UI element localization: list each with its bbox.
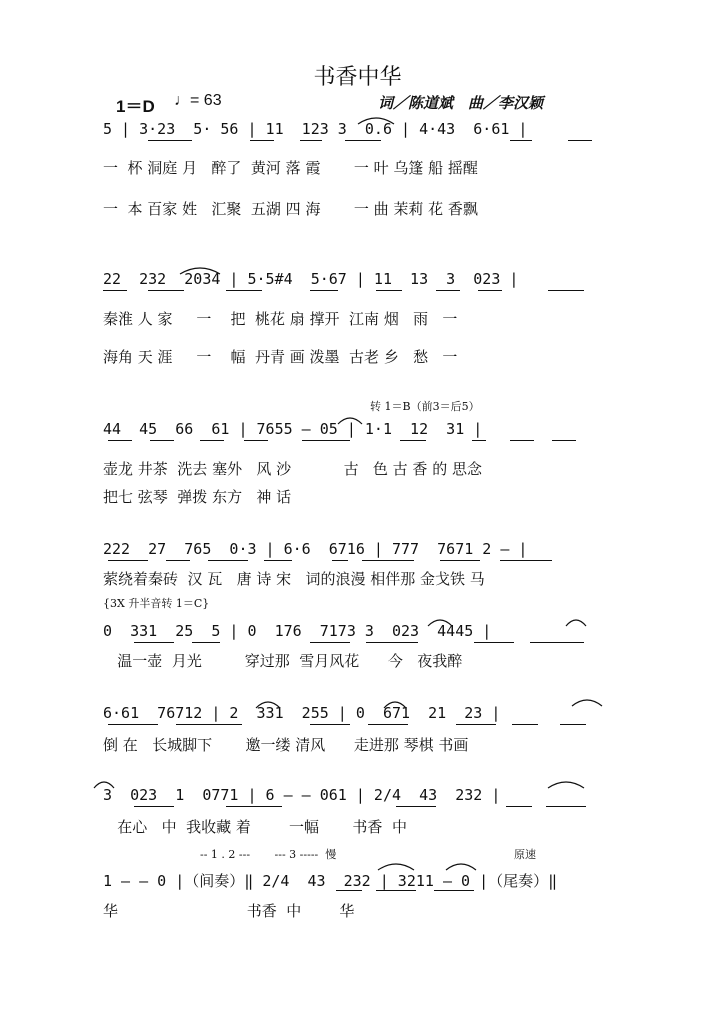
underline bbox=[244, 440, 268, 441]
underline bbox=[512, 724, 538, 725]
underline bbox=[103, 290, 127, 291]
page-title: 书香中华 bbox=[313, 65, 402, 90]
notation-line: 0 331 25 5 | 0 176 7173 3 023 4445 | bbox=[103, 622, 492, 640]
underline bbox=[336, 890, 362, 891]
lyric-line: 温一壶 月光 穿过那 雪月风花 今 夜我醉 bbox=[103, 652, 463, 670]
underline bbox=[226, 290, 262, 291]
underline bbox=[134, 642, 174, 643]
lyric-line: 秦淮 人 家 一 把 桃花 扇 撑开 江南 烟 雨 一 bbox=[103, 310, 458, 328]
underline bbox=[310, 290, 338, 291]
underline bbox=[472, 440, 486, 441]
notation-line: 6·61 76712 | 2 331 255 | 0 671 21 23 | bbox=[103, 704, 501, 722]
underline bbox=[376, 290, 402, 291]
slur-icon bbox=[92, 776, 116, 790]
underline bbox=[548, 290, 584, 291]
slur-icon bbox=[254, 696, 282, 710]
lyric-line: 倒 在 长城脚下 邀一缕 清风 走进那 琴棋 书画 bbox=[103, 736, 469, 754]
underline bbox=[478, 290, 502, 291]
underline bbox=[108, 440, 132, 441]
underline bbox=[108, 724, 158, 725]
underline bbox=[436, 290, 460, 291]
underline bbox=[368, 724, 408, 725]
underline bbox=[310, 724, 350, 725]
notation-line: 1 — — 0 |（间奏）‖ 2/4 43 232 | 3211 — 0 |（尾奏）‖ bbox=[103, 872, 558, 890]
underline bbox=[568, 140, 592, 141]
notation-line: 44 45 66 61 | 7655 — 05 | 1·1 12 31 | bbox=[103, 420, 483, 438]
underline bbox=[300, 140, 322, 141]
underline bbox=[434, 890, 474, 891]
credits: 词／陈道斌 曲／李汉颖 bbox=[378, 94, 544, 112]
underline bbox=[200, 440, 224, 441]
underline bbox=[150, 440, 174, 441]
underline bbox=[552, 440, 576, 441]
underline bbox=[560, 724, 586, 725]
underline bbox=[510, 140, 532, 141]
underline bbox=[456, 724, 496, 725]
lyric-line: 萦绕着秦砖 汉 瓦 唐 诗 宋 词的浪漫 相伴那 金戈铁 马 bbox=[103, 570, 485, 588]
underline bbox=[440, 560, 480, 561]
modulation-note: {3X 升半音转 1＝C} bbox=[103, 597, 210, 610]
underline bbox=[250, 140, 274, 141]
underline bbox=[226, 806, 282, 807]
lyric-line: 在心 中 我收藏 着 一幅 书香 中 bbox=[103, 818, 407, 836]
key-signature: 1＝D bbox=[116, 97, 155, 116]
lyric-line: 华 书香 中 华 bbox=[103, 902, 355, 920]
underline bbox=[166, 560, 190, 561]
underline bbox=[134, 806, 174, 807]
underline bbox=[332, 560, 348, 561]
underline bbox=[302, 440, 350, 441]
notation-line: 3 023 1 0771 | 6 — — 061 | 2/4 43 232 | bbox=[103, 786, 501, 804]
lyric-line: 一 杯 洞庭 月 醉了 黄河 落 霞 一 叶 乌篷 船 摇醒 bbox=[103, 159, 478, 177]
slur-icon bbox=[376, 858, 416, 872]
underline bbox=[148, 290, 184, 291]
underline bbox=[208, 560, 248, 561]
slur-icon bbox=[178, 262, 222, 276]
volta-marking: -- 1 . 2 --- --- 3 ----- 慢 bbox=[200, 848, 337, 861]
underline bbox=[345, 140, 381, 141]
lyric-line: 壶龙 井茶 洗去 塞外 风 沙 古 色 古 香 的 思念 bbox=[103, 460, 482, 478]
underline bbox=[176, 724, 242, 725]
tempo-return: 原速 bbox=[514, 848, 536, 861]
notation-line: 22 232 2034 | 5·5#4 5·67 | 11 13 3 023 | bbox=[103, 270, 519, 288]
slur-icon bbox=[564, 614, 588, 628]
underline bbox=[192, 642, 220, 643]
underline bbox=[148, 140, 192, 141]
underline bbox=[376, 890, 416, 891]
underline bbox=[500, 560, 552, 561]
slur-icon bbox=[426, 614, 454, 628]
notation-line: 5 | 3·23 5· 56 | 11 123 3 0.6 | 4·43 6·61 | bbox=[103, 120, 528, 138]
underline bbox=[362, 560, 414, 561]
slur-icon bbox=[336, 412, 364, 426]
slur-icon bbox=[570, 694, 604, 708]
underline bbox=[546, 806, 586, 807]
slur-icon bbox=[356, 112, 396, 126]
slur-icon bbox=[546, 776, 586, 790]
underline bbox=[506, 806, 532, 807]
underline bbox=[530, 642, 584, 643]
underline bbox=[396, 806, 436, 807]
lyric-line: 一 本 百家 姓 汇聚 五湖 四 海 一 曲 茉莉 花 香飘 bbox=[103, 200, 478, 218]
underline bbox=[264, 560, 292, 561]
underline bbox=[400, 440, 426, 441]
underline bbox=[474, 642, 514, 643]
tempo-marking: ♩= 63 bbox=[174, 92, 222, 109]
slur-icon bbox=[444, 858, 478, 872]
underline bbox=[310, 642, 350, 643]
slur-icon bbox=[382, 696, 408, 710]
underline bbox=[108, 560, 148, 561]
underline bbox=[510, 440, 534, 441]
lyric-line: 把七 弦琴 弹拨 东方 神 话 bbox=[103, 488, 292, 506]
lyric-line: 海角 天 涯 一 幅 丹青 画 泼墨 古老 乡 愁 一 bbox=[103, 348, 458, 366]
notation-line: 222 27 765 0·3 | 6·6 6716 | 777 7671 2 — | bbox=[103, 540, 528, 558]
modulation-note: 转 1＝B（前3＝后5） bbox=[370, 400, 480, 413]
underline bbox=[366, 642, 418, 643]
